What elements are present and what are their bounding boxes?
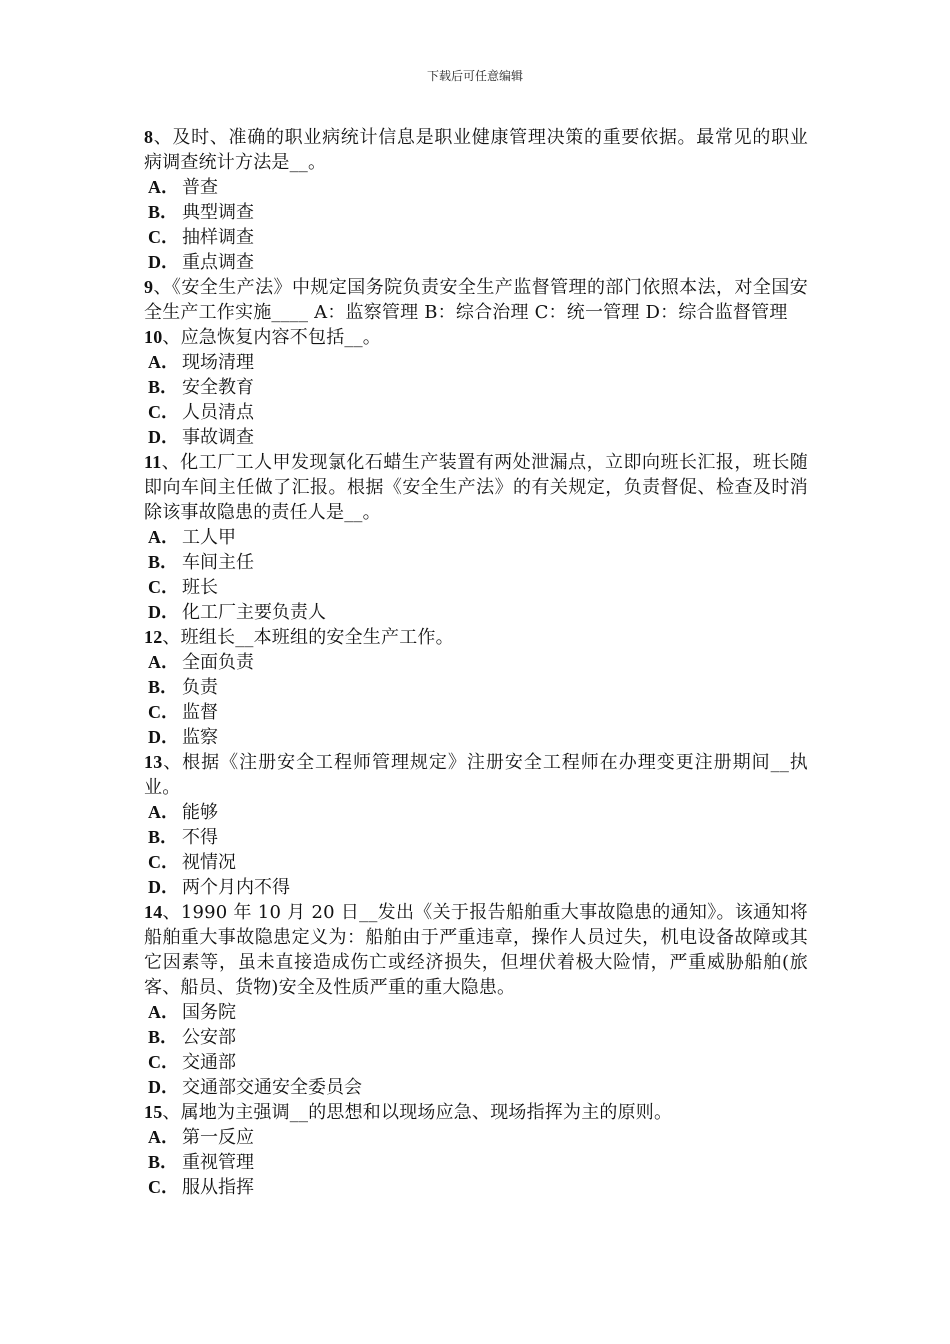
question-text: 、1990 年 10 月 20 日__发出《关于报告船舶重大事故隐患的通知》。该通知将船舶重大事故隐患定义为：船舶由于严重违章，操作人员过失，机电设备故障或其它因素等，虽未直接造成伤亡或经济损失，但埋伏着极大险情，严重威胁船舶(旅客、船员、货物)安全及性质严重的重大隐患。 — [144, 902, 808, 998]
option-letter: A． — [148, 1002, 179, 1022]
option-letter: D． — [148, 877, 179, 897]
option-letter: A． — [148, 177, 179, 197]
question-number: 10 — [144, 327, 163, 347]
option-letter: C． — [148, 402, 179, 422]
option-text: 两个月内不得 — [182, 877, 290, 898]
option-text: 监督 — [182, 702, 218, 723]
option-item — [144, 350, 808, 375]
question-text: 、根据《注册安全工程师管理规定》注册安全工程师在办理变更注册期间__执业。 — [144, 752, 808, 798]
option-item — [144, 1175, 808, 1200]
option-item — [144, 1150, 808, 1175]
question-number: 14 — [144, 902, 163, 922]
option-text: 交通部交通安全委员会 — [182, 1077, 362, 1098]
question-number: 9 — [144, 277, 154, 297]
question-number: 11 — [144, 452, 162, 472]
question-11 — [144, 450, 808, 525]
option-letter: A． — [148, 352, 179, 372]
question-text: 、班组长__本班组的安全生产工作。 — [162, 627, 454, 648]
option-item — [144, 700, 808, 725]
option-item — [144, 800, 808, 825]
option-text: 普查 — [182, 177, 218, 198]
question-number: 12 — [144, 627, 163, 647]
option-item — [144, 425, 808, 450]
option-text: 服从指挥 — [182, 1177, 254, 1198]
option-letter: A． — [148, 652, 179, 672]
option-text: 人员清点 — [182, 402, 254, 423]
option-letter: B． — [148, 1152, 179, 1172]
question-9 — [144, 275, 808, 325]
option-text: 监察 — [182, 727, 218, 748]
option-letter: C． — [148, 577, 179, 597]
option-letter: D． — [148, 252, 179, 272]
option-letter: B． — [148, 1027, 179, 1047]
option-item — [144, 725, 808, 750]
option-item — [144, 1025, 808, 1050]
question-text: 、《安全生产法》中规定国务院负责安全生产监督管理的部门依照本法，对全国安全生产工作实施____ A：监察管理 B：综合治理 C：统一管理 D：综合监督管理 — [144, 277, 808, 323]
question-14 — [144, 900, 808, 1000]
option-item — [144, 525, 808, 550]
option-letter: C． — [148, 702, 179, 722]
option-letter: B． — [148, 202, 179, 222]
option-letter: A． — [148, 527, 179, 547]
option-item — [144, 550, 808, 575]
question-list — [144, 125, 808, 1200]
question-text: 、及时、准确的职业病统计信息是职业健康管理决策的重要依据。最常见的职业病调查统计方法是__。 — [144, 127, 808, 173]
option-item — [144, 1000, 808, 1025]
option-item — [144, 1050, 808, 1075]
option-letter: B． — [148, 552, 179, 572]
option-letter: B． — [148, 827, 179, 847]
option-letter: C． — [148, 1052, 179, 1072]
option-text: 工人甲 — [182, 527, 236, 548]
option-letter: D． — [148, 602, 179, 622]
option-text: 事故调查 — [182, 427, 254, 448]
question-12 — [144, 625, 808, 650]
option-item — [144, 675, 808, 700]
option-text: 国务院 — [182, 1002, 236, 1023]
option-text: 负责 — [182, 677, 218, 698]
option-item — [144, 250, 808, 275]
question-text: 、化工厂工人甲发现氯化石蜡生产装置有两处泄漏点，立即向班长汇报，班长随即向车间主任做了汇报。根据《安全生产法》的有关规定，负责督促、检查及时消除该事故隐患的责任人是__。 — [144, 452, 808, 523]
option-text: 化工厂主要负责人 — [182, 602, 326, 623]
question-number: 13 — [144, 752, 163, 772]
option-text: 安全教育 — [182, 377, 254, 398]
option-letter: D． — [148, 427, 179, 447]
question-8 — [144, 125, 808, 175]
question-number: 8 — [144, 127, 154, 147]
option-item — [144, 375, 808, 400]
option-letter: C． — [148, 227, 179, 247]
option-item — [144, 225, 808, 250]
option-letter: D． — [148, 727, 179, 747]
page-header: 下载后可任意编辑 — [426, 69, 523, 83]
option-item — [144, 850, 808, 875]
question-text: 、应急恢复内容不包括__。 — [162, 327, 382, 348]
option-text: 典型调查 — [182, 202, 254, 223]
question-number: 15 — [144, 1102, 163, 1122]
option-text: 车间主任 — [182, 552, 254, 573]
option-text: 现场清理 — [182, 352, 254, 373]
option-text: 重点调查 — [182, 252, 254, 273]
option-item — [144, 600, 808, 625]
option-text: 视情况 — [182, 852, 236, 873]
option-item — [144, 1125, 808, 1150]
option-letter: A． — [148, 802, 179, 822]
question-13 — [144, 750, 808, 800]
option-text: 抽样调查 — [182, 227, 254, 248]
question-15 — [144, 1100, 808, 1125]
option-letter: C． — [148, 1177, 179, 1197]
option-text: 交通部 — [182, 1052, 236, 1073]
option-text: 公安部 — [182, 1027, 236, 1048]
option-item — [144, 650, 808, 675]
option-item — [144, 875, 808, 900]
option-letter: C． — [148, 852, 179, 872]
question-text: 、属地为主强调__的思想和以现场应急、现场指挥为主的原则。 — [162, 1102, 673, 1123]
option-text: 班长 — [182, 577, 218, 598]
option-letter: B． — [148, 377, 179, 397]
option-letter: A． — [148, 1127, 179, 1147]
option-text: 能够 — [182, 802, 218, 823]
question-10 — [144, 325, 808, 350]
option-text: 不得 — [182, 827, 218, 848]
option-item — [144, 175, 808, 200]
option-text: 重视管理 — [182, 1152, 254, 1173]
option-text: 第一反应 — [182, 1127, 254, 1148]
option-text: 全面负责 — [182, 652, 254, 673]
option-letter: D． — [148, 1077, 179, 1097]
option-letter: B． — [148, 677, 179, 697]
option-item — [144, 1075, 808, 1100]
option-item — [144, 575, 808, 600]
option-item — [144, 200, 808, 225]
option-item — [144, 400, 808, 425]
option-item — [144, 825, 808, 850]
